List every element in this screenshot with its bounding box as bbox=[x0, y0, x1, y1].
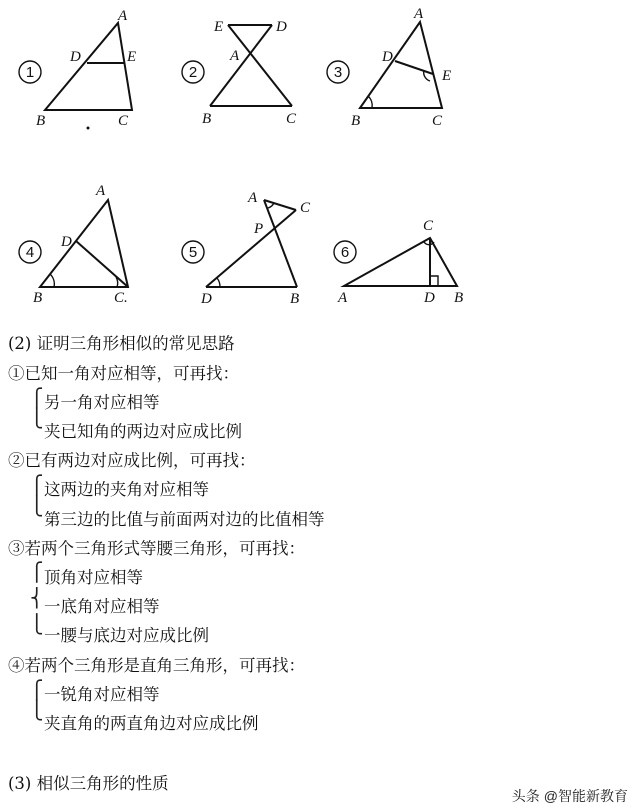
method-4-sub-2: 夹直角的两直角边对应成比例 bbox=[44, 714, 259, 733]
figure-1-label-D: D bbox=[70, 49, 81, 65]
method-1-sub-1: 另一角对应相等 bbox=[44, 393, 160, 412]
figure-4-label-A: A bbox=[96, 183, 106, 199]
figure-5-number: 5 bbox=[188, 244, 198, 261]
figure-1-label-C: C bbox=[118, 113, 129, 129]
method-3-sub-2: 一底角对应相等 bbox=[44, 597, 160, 616]
figure-6-label-A: A bbox=[338, 290, 348, 306]
figure-5-label-A: A bbox=[248, 190, 258, 206]
figure-6-label-B: B bbox=[454, 290, 464, 306]
figure-5-label-D: D bbox=[201, 291, 212, 307]
figure-4-angle-B bbox=[50, 274, 54, 287]
method-4-sub-1: 一锐角对应相等 bbox=[44, 685, 160, 704]
figure-6-label-D: D bbox=[424, 290, 435, 306]
figure-6-label-C: C bbox=[423, 218, 434, 234]
figure-2-label-C: C bbox=[286, 111, 297, 127]
section-2-heading: (2) 证明三角形相似的常见思路 bbox=[8, 334, 235, 353]
method-2-sub-2: 第三边的比值与前面两对边的比值相等 bbox=[44, 510, 325, 529]
method-4-brace-lower: ⎩ bbox=[30, 700, 44, 721]
figure-2-label-A: A bbox=[230, 48, 240, 64]
figure-3-segment-DE bbox=[395, 61, 433, 74]
section-3-heading: (3) 相似三角形的性质 bbox=[8, 774, 169, 793]
figure-6-right-angle-mark bbox=[430, 276, 438, 286]
watermark bbox=[512, 786, 628, 806]
watermark-handle: @智能新教育 bbox=[543, 788, 628, 804]
figure-1-label-E: E bbox=[127, 49, 137, 65]
figure-1-label-B: B bbox=[36, 113, 46, 129]
method-1-sub-2: 夹已知角的两边对应成比例 bbox=[44, 422, 242, 441]
figure-3-label-D: D bbox=[382, 49, 393, 65]
method-1-brace-lower: ⎩ bbox=[30, 408, 44, 429]
figure-panel bbox=[0, 0, 640, 310]
figure-3-label-B: B bbox=[351, 113, 361, 129]
figure-2-number: 2 bbox=[188, 64, 198, 81]
figure-2 bbox=[160, 0, 320, 140]
figure-6-number: 6 bbox=[340, 244, 350, 261]
method-3-sub-1: 顶角对应相等 bbox=[44, 568, 143, 587]
figure-5-segment-AC bbox=[264, 200, 296, 210]
figure-5-label-C: C bbox=[300, 200, 311, 216]
figure-4-segment-DC bbox=[76, 241, 128, 287]
figure-2-segment-EC bbox=[228, 25, 292, 106]
figure-1-number: 1 bbox=[25, 64, 35, 81]
method-2-brace: ⎧ bbox=[30, 475, 44, 496]
method-2-brace-lower: ⎩ bbox=[30, 496, 44, 517]
figure-2-label-B: B bbox=[202, 111, 212, 127]
method-3-brace-mid: ⎨ bbox=[30, 588, 44, 609]
method-3-brace-lower: ⎩ bbox=[30, 614, 44, 635]
figure-5 bbox=[160, 170, 340, 310]
figure-5-label-B: B bbox=[290, 291, 300, 307]
figure-1-triangle bbox=[45, 23, 132, 110]
figure-4-label-C: C. bbox=[114, 290, 128, 306]
figure-4 bbox=[0, 170, 160, 310]
figure-5-angle-D bbox=[217, 278, 220, 287]
figure-2-segment-DB bbox=[210, 25, 272, 106]
figure-3 bbox=[320, 0, 480, 140]
figure-4-angle-C bbox=[116, 277, 118, 287]
method-3-sub-3: 一腰与底边对应成比例 bbox=[44, 626, 209, 645]
figure-5-label-P: P bbox=[254, 221, 264, 237]
method-4-title: ④若两个三角形是直角三角形，可再找： bbox=[8, 656, 305, 675]
figure-3-label-E: E bbox=[442, 68, 452, 84]
method-4-brace: ⎧ bbox=[30, 680, 44, 701]
figure-3-label-A: A bbox=[414, 6, 424, 22]
method-3-brace: ⎧ bbox=[30, 562, 44, 583]
figure-1-label-A: A bbox=[118, 8, 128, 24]
figure-2-label-D: D bbox=[276, 19, 287, 35]
figure-2-label-E: E bbox=[214, 19, 224, 35]
figure-4-triangle bbox=[40, 200, 128, 287]
figure-5-angle-A bbox=[268, 203, 274, 208]
figure-4-label-D: D bbox=[61, 234, 72, 250]
figure-3-label-C: C bbox=[432, 113, 443, 129]
method-1-title: ①已知一角对应相等，可再找： bbox=[8, 364, 239, 383]
figure-3-triangle bbox=[360, 22, 442, 108]
method-1-brace: ⎧ bbox=[30, 388, 44, 409]
figure-1-dot bbox=[87, 127, 90, 130]
figure-4-label-B: B bbox=[33, 290, 43, 306]
figure-4-number: 4 bbox=[25, 244, 35, 261]
figure-3-number: 3 bbox=[333, 64, 343, 81]
method-3-title: ③若两个三角形式等腰三角形，可再找： bbox=[8, 539, 305, 558]
method-2-title: ②已有两边对应成比例，可再找： bbox=[8, 451, 256, 470]
method-2-sub-1: 这两边的夹角对应相等 bbox=[44, 480, 209, 499]
figure-3-angle-B bbox=[368, 96, 372, 108]
figure-6-triangle bbox=[344, 238, 457, 286]
watermark-prefix: 头条 bbox=[511, 788, 540, 804]
figure-1 bbox=[0, 0, 160, 140]
figure-6 bbox=[320, 170, 480, 310]
